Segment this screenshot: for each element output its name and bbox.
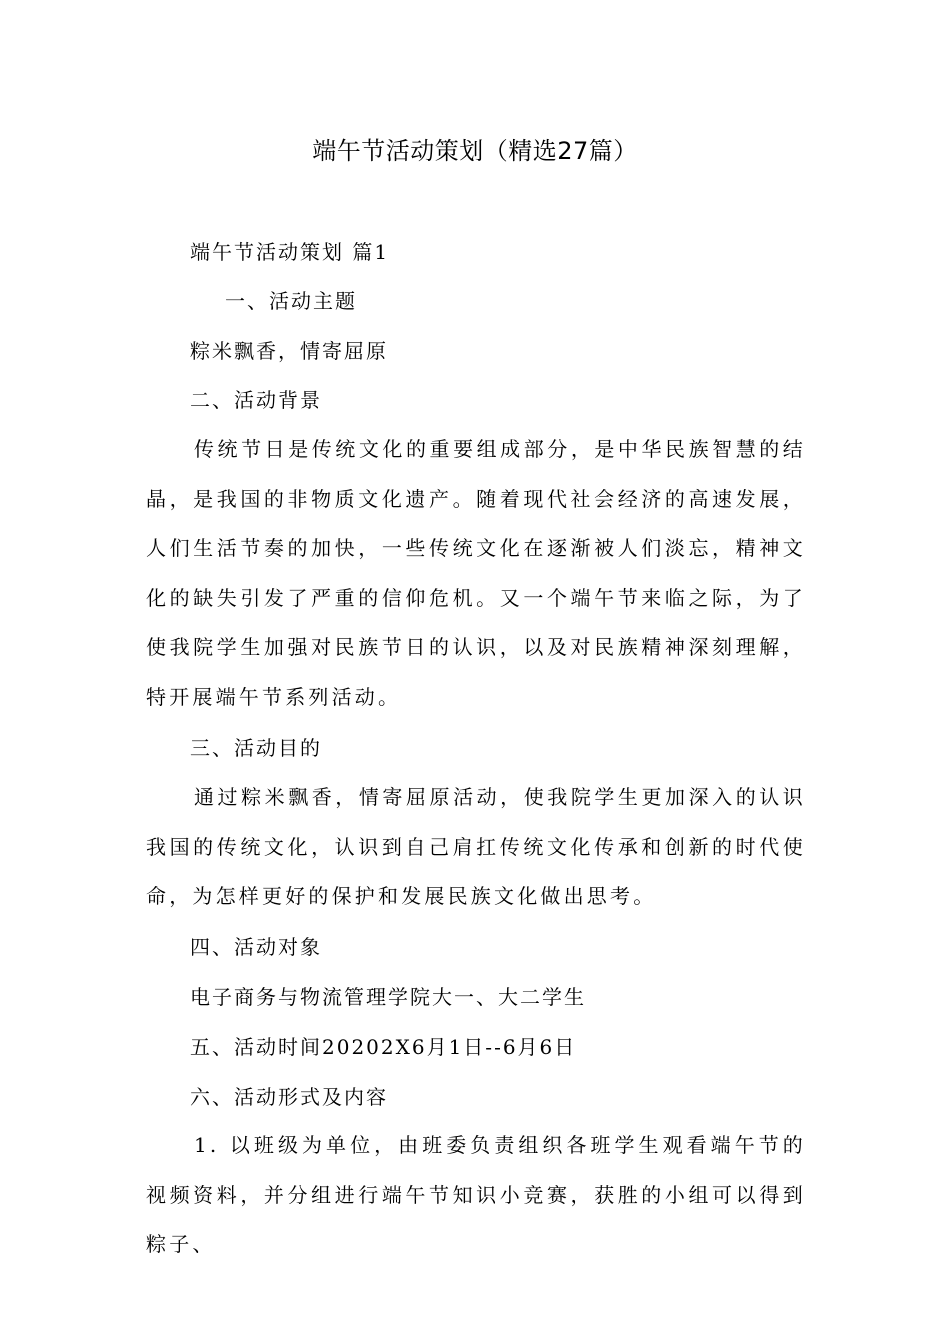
section-heading-time: 五、活动时间20202X6月1日--6月6日 (190, 1035, 577, 1059)
section-heading-background: 二、活动背景 (190, 388, 322, 412)
section-content-purpose (146, 773, 806, 922)
section-heading-format: 六、活动形式及内容 (190, 1085, 388, 1109)
section-heading-purpose: 三、活动目的 (190, 736, 322, 760)
background-paragraph: 传统节日是传统文化的重要组成部分，是中华民族智慧的结晶，是我国的非物质文化遗产。随着现代社会经济的高速发展，人们生活节奏的加快，一些传统文化在逐渐被人们淡忘，精神文化的缺失引发了严重的信仰危机。又一个端午节来临之际，为了使我院学生加强对民族节日的认识，以及对民族精神深刻理解，特开展端午节系列活动。 (146, 437, 806, 709)
chapter-heading: 端午节活动策划 篇1 (190, 240, 390, 264)
format-paragraph: 1. 以班级为单位，由班委负责组织各班学生观看端午节的视频资料，并分组进行端午节知识小竞赛，获胜的小组可以得到粽子、 (146, 1133, 806, 1257)
section-content-format (146, 1121, 806, 1270)
section-content-audience: 电子商务与物流管理学院大一、大二学生 (190, 985, 586, 1009)
section-heading-audience: 四、活动对象 (190, 935, 322, 959)
document-title: 端午节活动策划（精选27篇） (312, 137, 638, 165)
section-content-background (146, 425, 806, 723)
section-heading-theme: 一、活动主题 (225, 289, 357, 313)
purpose-paragraph: 通过粽米飘香，情寄屈原活动，使我院学生更加深入的认识我国的传统文化，认识到自己肩扛传统文化传承和创新的时代使命，为怎样更好的保护和发展民族文化做出思考。 (146, 785, 806, 909)
section-content-theme: 粽米飘香，情寄屈原 (190, 339, 388, 363)
